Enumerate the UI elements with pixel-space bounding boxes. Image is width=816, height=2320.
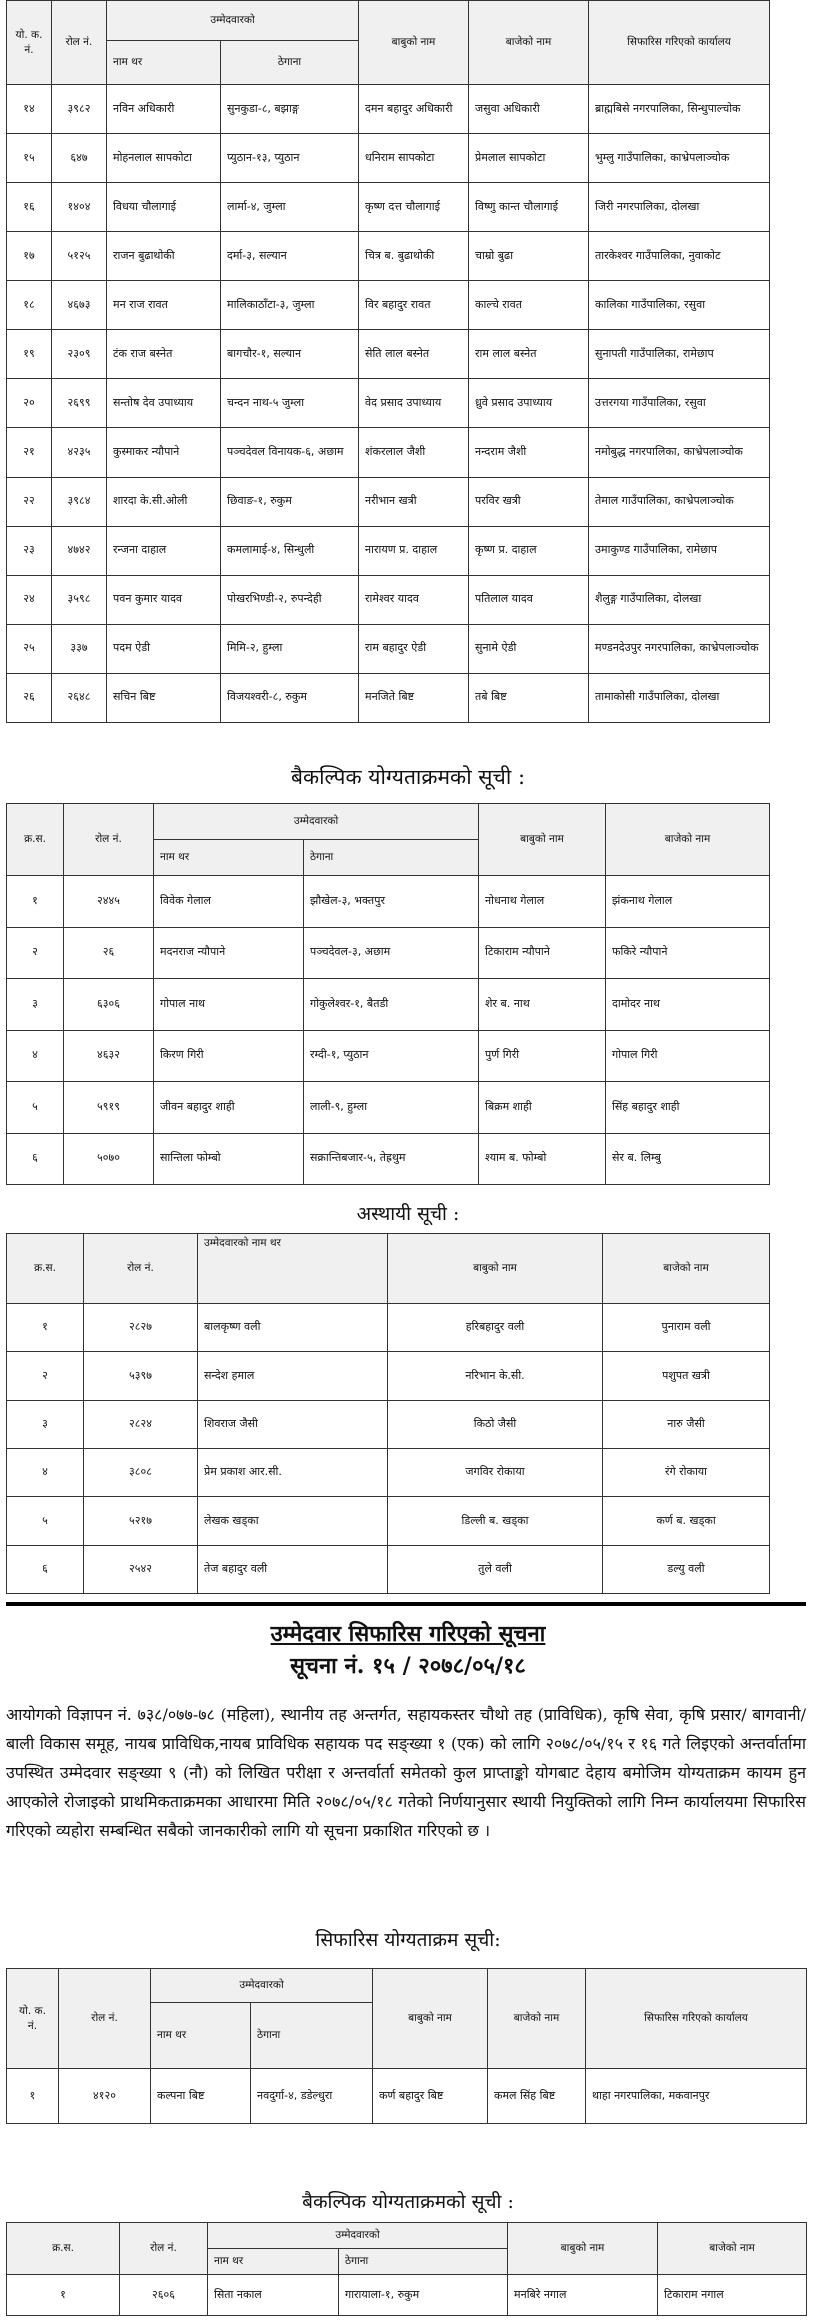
header-grandfather: बाजेको नाम: [469, 1, 589, 85]
cell-roll: २६४८: [52, 673, 107, 722]
header-office: सिफारिस गरिएको कार्यालय: [586, 1969, 807, 2069]
cell-grandfather: फकिरे न्यौपाने: [606, 927, 770, 979]
cell-office: थाहा नगरपालिका, मकवानपुर: [586, 2069, 807, 2124]
cell-office: नमोबुद्ध नगरपालिका, काभ्रेपलाञ्चोक: [589, 428, 770, 477]
cell-office: जिरी नगरपालिका, दोलखा: [589, 183, 770, 232]
cell-father: शंकरलाल जैशी: [359, 428, 469, 477]
cell-address: चन्दन नाथ-५ जुम्ला: [221, 379, 359, 428]
cell-grandfather: विष्णु कान्त चौलागाई: [469, 183, 589, 232]
cell-name: कल्पना बिष्ट: [151, 2069, 251, 2124]
header-grandfather: बाजेको नाम: [606, 804, 770, 876]
cell-office: ब्राह्मबिसे नगरपालिका, सिन्धुपाल्चोक: [589, 85, 770, 134]
cell-father: डिल्ली ब. खड्का: [388, 1497, 603, 1545]
cell-office: तारकेश्वर गाउँपालिका, नुवाकोट: [589, 232, 770, 281]
temporary-list-title: अस्थायी सूची :: [356, 1203, 460, 1225]
cell-name: राजन बुढाथोकी: [107, 232, 221, 281]
alternate-list-title-2: बैकल्पिक योग्यताक्रमको सूची :: [302, 2191, 514, 2213]
cell-roll: ५१२५: [52, 232, 107, 281]
cell-father: जगविर रोकाया: [388, 1448, 603, 1496]
cell-name: मोहनलाल सापकोटा: [107, 134, 221, 183]
cell-father: मनजिते बिष्ट: [359, 673, 469, 722]
cell-sn: ६: [7, 1133, 64, 1185]
cell-grandfather: नारु जैसी: [603, 1400, 770, 1448]
cell-father: विर बहादुर रावत: [359, 281, 469, 330]
cell-name: जीवन बहादुर शाही: [154, 1082, 304, 1134]
cell-sn: २३: [7, 526, 52, 575]
cell-father: किठो जैसी: [388, 1400, 603, 1448]
table-row: [7, 1400, 770, 1448]
cell-office: तेमाल गाउँपालिका, काभ्रेपलाञ्चोक: [589, 477, 770, 526]
table-row: [7, 1133, 770, 1185]
cell-name: मन राज रावत: [107, 281, 221, 330]
cell-name: गोपाल नाथ: [154, 979, 304, 1031]
cell-name: सन्तोष देव उपाध्याय: [107, 379, 221, 428]
cell-roll: ६३०६: [64, 979, 154, 1031]
cell-grandfather: झंकनाथ गेलाल: [606, 876, 770, 928]
cell-office: उत्तरगया गाउँपालिका, रसुवा: [589, 379, 770, 428]
temporary-list-table: [6, 1233, 769, 1594]
cell-address: कमलामाई-४, सिन्धुली: [221, 526, 359, 575]
header-name: नाम थर: [107, 41, 221, 85]
header-candidate: उम्मेदवारको: [107, 1, 359, 41]
cell-sn: २१: [7, 428, 52, 477]
table-row: [7, 85, 770, 134]
cell-grandfather: डल्यु वली: [603, 1545, 770, 1593]
cell-roll: ४६३२: [64, 1030, 154, 1082]
cell-address: पञ्चदेवल विनायक-६, अछाम: [221, 428, 359, 477]
cell-sn: १: [7, 2275, 120, 2316]
cell-roll: २६०६: [120, 2275, 208, 2316]
table-body: [7, 2069, 807, 2124]
cell-sn: १९: [7, 330, 52, 379]
cell-grandfather: चाम्रो बुढा: [469, 232, 589, 281]
cell-name: विवेक गेलाल: [154, 876, 304, 928]
cell-grandfather: पतिलाल यादव: [469, 575, 589, 624]
cell-sn: २: [7, 927, 64, 979]
header-name: नाम थर: [154, 840, 304, 876]
cell-father: राम बहादुर ऐडी: [359, 624, 469, 673]
header-candidate: उम्मेदवारको: [208, 2223, 508, 2249]
header-serial: क्र.स.: [7, 1234, 84, 1304]
cell-address: लाली-९, हुम्ला: [304, 1082, 479, 1134]
cell-father: शेर ब. नाथ: [479, 979, 606, 1031]
header-roll: रोल नं.: [120, 2223, 208, 2275]
cell-roll: ५०७०: [64, 1133, 154, 1185]
table-row: [7, 979, 770, 1031]
table-row: [7, 575, 770, 624]
header-father: बाबुको नाम: [373, 1969, 488, 2069]
header-office: सिफारिस गरिएको कार्यालय: [589, 1, 770, 85]
alternate-list-table: [6, 803, 769, 1185]
cell-name: पवन कुमार यादव: [107, 575, 221, 624]
cell-roll: ५२१७: [84, 1497, 198, 1545]
header-roll: रोल नं.: [59, 1969, 151, 2069]
cell-office: उमाकुण्ड गाउँपालिका, रामेछाप: [589, 526, 770, 575]
cell-father: दमन बहादुर अधिकारी: [359, 85, 469, 134]
cell-father: चित्र ब. बुढाथोकी: [359, 232, 469, 281]
cell-father: श्याम ब. फोम्बो: [479, 1133, 606, 1185]
table-row: [7, 1030, 770, 1082]
cell-roll: ३८०८: [84, 1448, 198, 1496]
cell-father: मनबिरे नगाल: [508, 2275, 658, 2316]
header-serial: यो. क. नं.: [7, 1, 52, 85]
cell-name: सन्देश हमाल: [198, 1352, 388, 1400]
cell-roll: ५३९७: [84, 1352, 198, 1400]
cell-roll: १४०४: [52, 183, 107, 232]
cell-sn: ५: [7, 1497, 84, 1545]
cell-address: छिवाङ-१, रुकुम: [221, 477, 359, 526]
alternate-list-title: बैकल्पिक योग्यताक्रमको सूची :: [290, 765, 526, 789]
cell-father: रामेश्वर यादव: [359, 575, 469, 624]
cell-name: बालकृष्ण वली: [198, 1304, 388, 1352]
header-name: नाम थर: [151, 2003, 251, 2069]
cell-grandfather: सिंह बहादुर शाही: [606, 1082, 770, 1134]
cell-father: नोधनाथ गेलाल: [479, 876, 606, 928]
notice-number: सूचना नं. १५ / २०७८/०५/१८: [290, 1653, 526, 1679]
cell-sn: ५: [7, 1082, 64, 1134]
cell-name: शारदा के.सी.ओली: [107, 477, 221, 526]
cell-name: किरण गिरी: [154, 1030, 304, 1082]
cell-address: विजयश्वरी-८, रुकुम: [221, 673, 359, 722]
table-row: [7, 673, 770, 722]
cell-sn: १७: [7, 232, 52, 281]
header-name: उम्मेदवारको नाम थर: [198, 1234, 388, 1304]
table-row: [7, 183, 770, 232]
cell-sn: २२: [7, 477, 52, 526]
cell-name: शिवराज जैसी: [198, 1400, 388, 1448]
table-row: [7, 876, 770, 928]
alternate-list-table-2: [6, 2222, 806, 2316]
cell-roll: ४६७३: [52, 281, 107, 330]
header-father: बाबुको नाम: [479, 804, 606, 876]
cell-grandfather: दामोदर नाथ: [606, 979, 770, 1031]
table-body: [7, 1304, 770, 1594]
cell-father: पुर्ण गिरी: [479, 1030, 606, 1082]
cell-roll: २३०९: [52, 330, 107, 379]
cell-name: नविन अधिकारी: [107, 85, 221, 134]
cell-address: नवदुर्गा-४, डडेल्धुरा: [251, 2069, 373, 2124]
cell-office: सुनापती गाउँपालिका, रामेछाप: [589, 330, 770, 379]
header-name: नाम थर: [208, 2249, 339, 2275]
cell-name: प्रेम प्रकाश आर.सी.: [198, 1448, 388, 1496]
cell-father: कृष्ण दत्त चौलागाई: [359, 183, 469, 232]
cell-sn: १६: [7, 183, 52, 232]
cell-address: गोकुलेश्वर-१, बैतडी: [304, 979, 479, 1031]
cell-grandfather: सुनामे ऐडी: [469, 624, 589, 673]
cell-sn: ३: [7, 979, 64, 1031]
table-row: [7, 379, 770, 428]
recommended-list-title: सिफारिस योग्यताक्रम सूची:: [315, 1929, 501, 1951]
cell-sn: २६: [7, 673, 52, 722]
table-body: [7, 876, 770, 1185]
cell-address: मिमि-२, हुम्ला: [221, 624, 359, 673]
cell-grandfather: पशुपत खत्री: [603, 1352, 770, 1400]
cell-father: बिक्रम शाही: [479, 1082, 606, 1134]
cell-roll: ३९८२: [52, 85, 107, 134]
cell-father: तुले वली: [388, 1545, 603, 1593]
cell-roll: २५४२: [84, 1545, 198, 1593]
header-roll: रोल नं.: [84, 1234, 198, 1304]
cell-roll: ४१२०: [59, 2069, 151, 2124]
cell-office: कालिका गाउँपालिका, रसुवा: [589, 281, 770, 330]
cell-address: सक्रान्तिबजार-५, तेह्रथुम: [304, 1133, 479, 1185]
header-roll: रोल नं.: [52, 1, 107, 85]
header-serial: यो. क. नं.: [7, 1969, 59, 2069]
table-row: [7, 624, 770, 673]
cell-grandfather: कृष्ण प्र. दाहाल: [469, 526, 589, 575]
header-father: बाबुको नाम: [388, 1234, 603, 1304]
table-body: [7, 2275, 807, 2316]
cell-roll: २६९९: [52, 379, 107, 428]
cell-address: झौखेल-३, भक्तपुर: [304, 876, 479, 928]
table-row: [7, 1352, 770, 1400]
notice-body: आयोगको विज्ञापन नं. ७३८/०७७-७८ (महिला), स्थानीय तह अन्तर्गत, सहायकस्तर चौथो तह (प्राविधिक), कृषि सेवा, कृषि प्रसार/ बागवानी/ बाली विकास समूह, नायब प्राविधिक,नायब प्राविधिक सहायक पद सङ्ख्या १ (एक) को लागि २०७८/०५/१५ र १६ गते लिइएको अन्तर्वार्तामा उपस्थित उम्मेदवार सङ्ख्या ९ (नौ) को लिखित परीक्षा र अन्तर्वार्ता समेतको कुल प्राप्ताङ्को योगबाट देहाय बमोजिम योग्यताक्रम कायम हुन आएकोले रोजाइको प्राथमिकताक्रमका आधारमा मिति २०७८/०५/१८ गतेको निर्णयानुसार स्थायी नियुक्तिको लागि निम्न कार्यालयमा सिफारिस गरिएको व्यहोरा सम्बन्धित सबैको जानकारीको लागि यो सूचना प्रकाशित गरिएको छ ।: [6, 1705, 806, 1840]
cell-sn: ४: [7, 1030, 64, 1082]
table-row: [7, 1448, 770, 1496]
notice-heading: उम्मेदवार सिफारिस गरिएको सूचना: [270, 1621, 546, 1647]
table-row: [7, 232, 770, 281]
cell-roll: ३३७: [52, 624, 107, 673]
cell-name: सान्तिला फोम्बो: [154, 1133, 304, 1185]
cell-sn: १: [7, 1304, 84, 1352]
cell-grandfather: काल्चे रावत: [469, 281, 589, 330]
cell-address: दर्मा-३, सल्यान: [221, 232, 359, 281]
table-row: [7, 134, 770, 183]
table-body: [7, 85, 770, 723]
cell-address: लार्मा-४, जुम्ला: [221, 183, 359, 232]
cell-roll: २४४५: [64, 876, 154, 928]
table-row: [7, 927, 770, 979]
cell-address: गारायाला-१, रुकुम: [339, 2275, 508, 2316]
cell-office: शैलुङ्ग गाउँपालिका, दोलखा: [589, 575, 770, 624]
cell-roll: ३९८४: [52, 477, 107, 526]
section-divider: [6, 1602, 806, 1606]
cell-grandfather: ध्रुवे प्रसाद उपाध्याय: [469, 379, 589, 428]
cell-sn: २: [7, 1352, 84, 1400]
cell-grandfather: कमल सिंह बिष्ट: [488, 2069, 586, 2124]
cell-address: पञ्चदेवल-३, अछाम: [304, 927, 479, 979]
table-row: [7, 1082, 770, 1134]
header-roll: रोल नं.: [64, 804, 154, 876]
cell-father: सेति लाल बस्नेत: [359, 330, 469, 379]
cell-father: वेद प्रसाद उपाध्याय: [359, 379, 469, 428]
cell-grandfather: सेर ब. लिम्बु: [606, 1133, 770, 1185]
cell-roll: २६: [64, 927, 154, 979]
cell-grandfather: प्रेमलाल सापकोटा: [469, 134, 589, 183]
table-row: [7, 281, 770, 330]
cell-father: धनिराम सापकोटा: [359, 134, 469, 183]
cell-grandfather: तबे बिष्ट: [469, 673, 589, 722]
cell-roll: २८२७: [84, 1304, 198, 1352]
header-father: बाबुको नाम: [508, 2223, 658, 2275]
cell-grandfather: कर्ण ब. खड्का: [603, 1497, 770, 1545]
cell-sn: १८: [7, 281, 52, 330]
table-row: [7, 1304, 770, 1352]
cell-name: पदम ऐडी: [107, 624, 221, 673]
cell-sn: १: [7, 876, 64, 928]
cell-name: तेज बहादुर वली: [198, 1545, 388, 1593]
cell-father: टिकाराम न्यौपाने: [479, 927, 606, 979]
cell-roll: २८२४: [84, 1400, 198, 1448]
table-row: [7, 330, 770, 379]
cell-address: प्युठान-१३, प्युठान: [221, 134, 359, 183]
table-row: [7, 428, 770, 477]
cell-grandfather: टिकाराम नगाल: [658, 2275, 807, 2316]
cell-grandfather: नन्दराम जैशी: [469, 428, 589, 477]
cell-father: कर्ण बहादुर बिष्ट: [373, 2069, 488, 2124]
header-grandfather: बाजेको नाम: [488, 1969, 586, 2069]
cell-grandfather: परविर खत्री: [469, 477, 589, 526]
cell-address: सुनकुडा-८, बझाङ्ग: [221, 85, 359, 134]
cell-father: नरिभान के.सी.: [388, 1352, 603, 1400]
header-candidate: उम्मेदवारको: [151, 1969, 373, 2003]
cell-father: नरीभान खत्री: [359, 477, 469, 526]
header-father: बाबुको नाम: [359, 1, 469, 85]
cell-grandfather: जसुवा अधिकारी: [469, 85, 589, 134]
header-address: ठेगाना: [221, 41, 359, 85]
table-row: [7, 1545, 770, 1593]
recommended-list-table: [6, 1968, 806, 2124]
cell-address: मालिकाठाँटा-३, जुम्ला: [221, 281, 359, 330]
cell-office: तामाकोसी गाउँपालिका, दोलखा: [589, 673, 770, 722]
cell-sn: १५: [7, 134, 52, 183]
cell-office: मण्डनदेउपुर नगरपालिका, काभ्रेपलाञ्चोक: [589, 624, 770, 673]
cell-office: भुम्लु गाउँपालिका, काभ्रेपलाञ्चोक: [589, 134, 770, 183]
cell-sn: १४: [7, 85, 52, 134]
cell-sn: २०: [7, 379, 52, 428]
cell-name: मदनराज न्यौपाने: [154, 927, 304, 979]
header-address: ठेगाना: [339, 2249, 508, 2275]
cell-sn: ३: [7, 1400, 84, 1448]
cell-name: लेखक खड्का: [198, 1497, 388, 1545]
table-row: [7, 2275, 807, 2316]
cell-grandfather: रंगे रोकाया: [603, 1448, 770, 1496]
header-grandfather: बाजेको नाम: [658, 2223, 807, 2275]
cell-address: पोखरभिण्डी-२, रुपन्देही: [221, 575, 359, 624]
cell-address: रम्दी-१, प्युठान: [304, 1030, 479, 1082]
cell-grandfather: गोपाल गिरी: [606, 1030, 770, 1082]
cell-sn: ६: [7, 1545, 84, 1593]
header-serial: क्र.स.: [7, 804, 64, 876]
cell-name: टंक राज बस्नेत: [107, 330, 221, 379]
cell-grandfather: पुनाराम वली: [603, 1304, 770, 1352]
cell-name: सिता नकाल: [208, 2275, 339, 2316]
cell-roll: ३५९८: [52, 575, 107, 624]
cell-name: कुस्माकर न्यौपाने: [107, 428, 221, 477]
table-row: [7, 477, 770, 526]
cell-name: रन्जना दाहाल: [107, 526, 221, 575]
cell-roll: ५९१९: [64, 1082, 154, 1134]
header-serial: क्र.स.: [7, 2223, 120, 2275]
cell-roll: ६४७: [52, 134, 107, 183]
cell-father: नारायण प्र. दाहाल: [359, 526, 469, 575]
header-candidate: उम्मेदवारको: [154, 804, 479, 840]
cell-father: हरिबहादुर वली: [388, 1304, 603, 1352]
cell-sn: २४: [7, 575, 52, 624]
header-address: ठेगाना: [304, 840, 479, 876]
table-row: [7, 1497, 770, 1545]
cell-name: विधया चौलागाई: [107, 183, 221, 232]
cell-sn: ४: [7, 1448, 84, 1496]
cell-roll: ४७४२: [52, 526, 107, 575]
table-row: [7, 526, 770, 575]
header-address: ठेगाना: [251, 2003, 373, 2069]
cell-sn: २५: [7, 624, 52, 673]
cell-address: बागचौर-१, सल्यान: [221, 330, 359, 379]
recommended-list-table-continued: [6, 0, 769, 723]
cell-roll: ४२३५: [52, 428, 107, 477]
cell-grandfather: राम लाल बस्नेत: [469, 330, 589, 379]
header-grandfather: बाजेको नाम: [603, 1234, 770, 1304]
cell-name: सचिन बिष्ट: [107, 673, 221, 722]
table-row: [7, 2069, 807, 2124]
cell-sn: १: [7, 2069, 59, 2124]
